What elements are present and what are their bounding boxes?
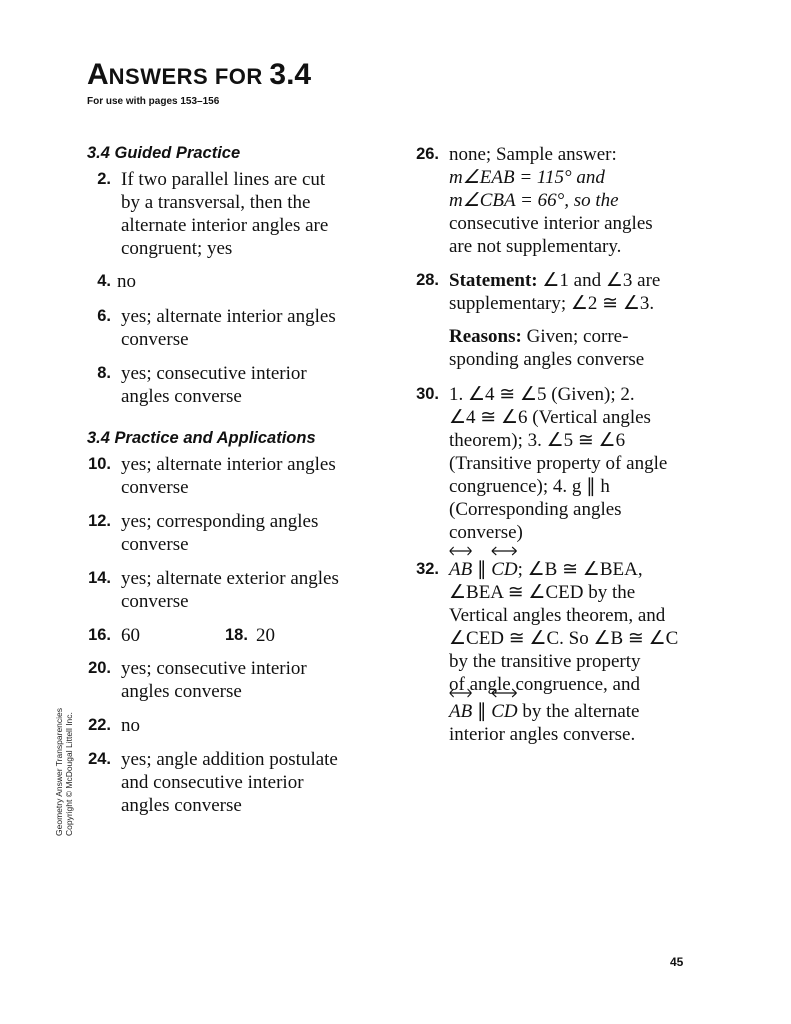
answer-text: Vertical angles theorem, and [449,605,666,626]
answer-text: angles converse [121,681,242,702]
practice-applications-heading: 3.4 Practice and Applications [87,429,316,447]
answer-number: 18. [225,626,248,644]
double-arrow-icon [491,546,517,556]
page-number: 45 [670,955,684,969]
double-arrow-icon [449,546,472,556]
answer-text: angles converse [121,386,242,407]
answer-text: ∠BEA ≅ ∠CED by the [449,582,636,603]
answer-text: congruence); 4. g ∥ h [449,476,610,497]
answer-number: 32. [416,560,439,578]
answer-text: of angle congruence, and [449,674,640,695]
answer-number: 6. [97,307,111,325]
answer-item [87,624,140,647]
answer-text: and consecutive interior [121,772,304,793]
answer-text: yes; alternate interior angles [121,306,336,327]
answer-text: converse) [449,522,523,543]
answer-text: alternate interior angles are [121,215,329,236]
answer-text: ; ∠B ≅ ∠BEA, [517,559,643,580]
answer-item [87,748,338,817]
answer-item [87,168,328,260]
line-cd-symbol: CD [491,558,517,581]
answer-item [411,269,660,371]
answer-text: by the transitive property [449,651,641,672]
answer-number: 2. [97,170,111,188]
parallel-symbol: ∥ [476,559,487,580]
answer-item [87,657,307,703]
answer-text: yes; consecutive interior [121,363,307,384]
answer-text: yes; angle addition postulate [121,749,338,770]
answer-text: ∠1 and ∠3 are [537,270,661,291]
answer-number: 12. [88,512,111,530]
answer-number: 8. [97,364,111,382]
answer-text: no [117,271,136,292]
double-arrow-icon [491,688,517,698]
answer-text: by a transversal, then the [121,192,311,213]
double-arrow-icon [449,688,472,698]
answer-text: none; Sample answer: [449,144,617,165]
line-cd-symbol: CD [491,700,517,723]
answer-text: (Corresponding angles [449,499,622,520]
answer-item [87,714,140,737]
answer-text: 1. ∠4 ≅ ∠5 (Given); 2. [449,384,635,405]
answer-text: ∠4 ≅ ∠6 (Vertical angles [449,407,651,428]
answer-text: angles converse [121,795,242,816]
answer-text: ∠CED ≅ ∠C. So ∠B ≅ ∠C [449,628,679,649]
answer-text: If two parallel lines are cut [121,169,326,190]
page-subtitle: For use with pages 153–156 [87,96,220,107]
answer-text: 60 [121,625,140,646]
answer-item [225,624,275,647]
guided-practice-heading: 3.4 Guided Practice [87,144,241,162]
answer-number: 16. [88,626,111,644]
answer-text: sponding angles converse [449,349,645,370]
answer-item [411,558,678,746]
answer-text: Given; corre- [521,326,629,347]
answer-text: m∠EAB = 115° and [449,167,605,188]
answer-number: 10. [88,455,111,473]
answer-text: yes; corresponding angles [121,511,319,532]
answer-text: no [121,715,140,736]
answer-number: 22. [88,716,111,734]
answer-item [411,383,667,544]
line-ab-symbol: AB [449,700,472,723]
answer-number: 30. [416,385,439,403]
sidebar-line: Geometry Answer Transparencies [54,707,64,836]
answer-item [87,362,307,408]
reasons-label: Reasons: [449,326,522,347]
answer-text: interior angles converse. [449,724,636,745]
answer-text: supplementary; ∠2 ≅ ∠3. [449,293,655,314]
answer-number: 4. [97,272,111,290]
answer-text: converse [121,329,189,350]
answer-item [87,510,318,556]
answer-text: converse [121,591,189,612]
answer-text: congruent; yes [121,238,233,259]
answer-text: m∠CBA = 66°, so the [449,190,619,211]
answer-number: 28. [416,271,439,289]
answer-item [87,567,339,613]
answer-number: 14. [88,569,111,587]
answer-text: converse [121,534,189,555]
answer-number: 20. [88,659,111,677]
answer-text: yes; consecutive interior [121,658,307,679]
answer-text: 20 [255,625,275,646]
sidebar-line: Copyright © McDougal Littell Inc. [64,712,74,836]
answer-text: yes; alternate exterior angles [121,568,339,589]
answer-item [87,305,336,351]
answer-item [87,270,136,293]
answer-item [87,453,336,499]
answer-text: yes; alternate interior angles [121,454,336,475]
page-title: ANSWERS FOR 3.4 [87,58,312,91]
answer-text: are not supplementary. [449,236,622,257]
answer-item [411,143,653,258]
answer-number: 24. [88,750,111,768]
answer-text: consecutive interior angles [449,213,653,234]
answer-text: (Transitive property of angle [449,453,668,474]
answer-text: converse [121,477,189,498]
line-ab-symbol: AB [449,558,472,581]
statement-label: Statement: [449,270,538,291]
copyright-sidebar [54,708,74,836]
answer-text: by the alternate [517,701,640,722]
answer-text: theorem); 3. ∠5 ≅ ∠6 [449,430,626,451]
answer-number: 26. [416,145,439,163]
parallel-symbol: ∥ [476,701,487,722]
